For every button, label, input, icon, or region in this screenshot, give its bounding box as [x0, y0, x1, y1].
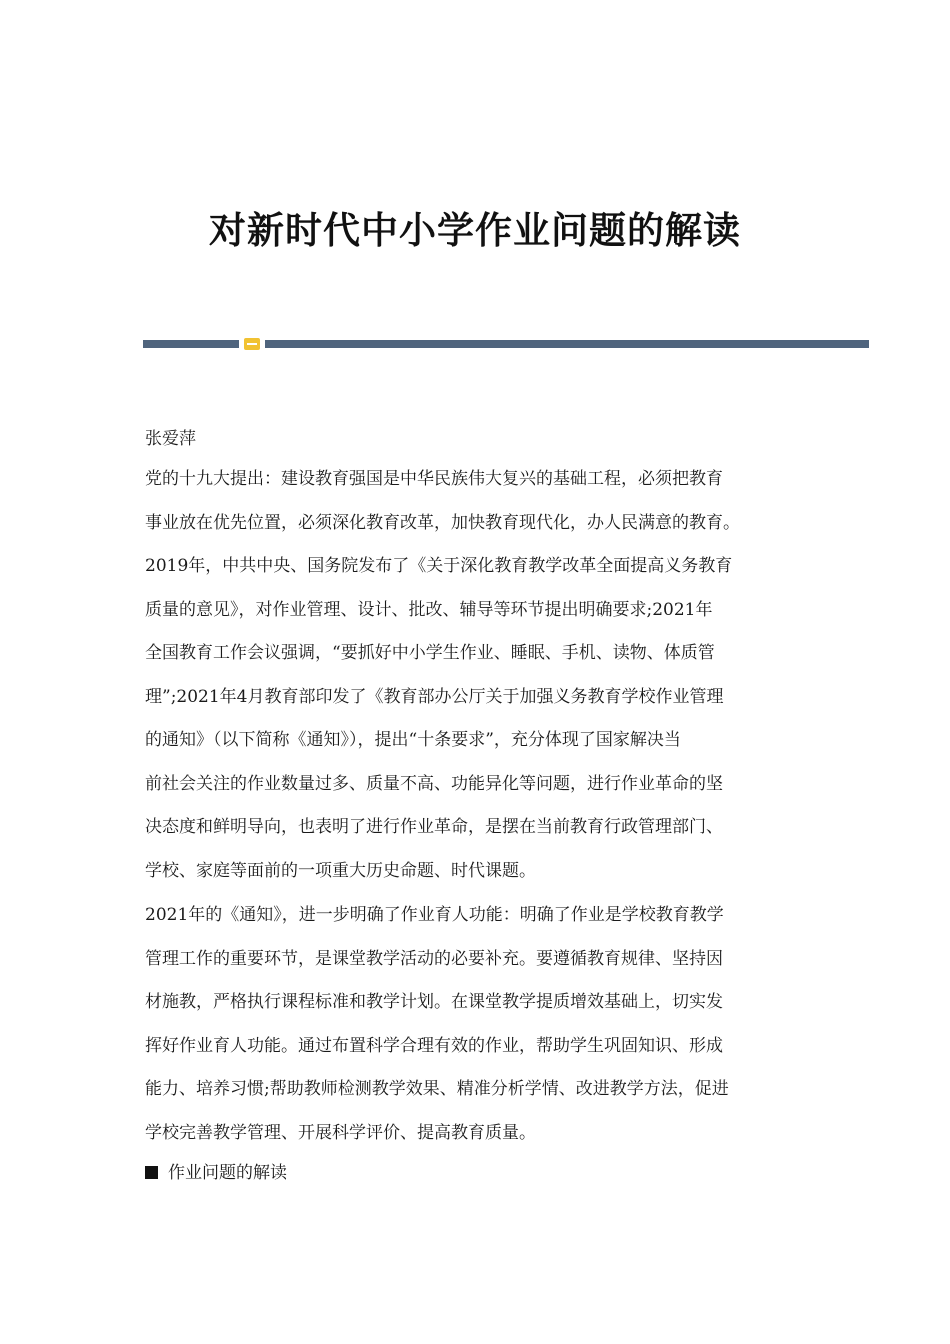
paragraph-line: 前社会关注的作业数量过多、质量不高、功能异化等问题，进行作业革命的坚 [145, 773, 723, 794]
paragraph-line: 管理工作的重要环节，是课堂教学活动的必要补充。要遵循教育规律、坚持因 [145, 948, 723, 969]
divider-bar-left [143, 340, 239, 348]
paragraph-line: 学校、家庭等面前的一项重大历史命题、时代课题。 [145, 860, 536, 881]
paragraph-line: 挥好作业育人功能。通过布置科学合理有效的作业，帮助学生巩固知识、形成 [145, 1035, 723, 1056]
paragraph-line: 全国教育工作会议强调，“要抓好中小学生作业、睡眠、手机、读物、体质管 [145, 643, 715, 663]
paragraph-line: 决态度和鲜明导向，也表明了进行作业革命，是摆在当前教育行政管理部门、 [145, 817, 723, 837]
body-paragraph-1 [145, 458, 740, 893]
divider-bar-right [265, 340, 869, 348]
paragraph-line: 能力、培养习惯;帮助教师检测教学效果、精准分析学情、改进教学方法，促进 [145, 1079, 729, 1099]
paragraph-line: 事业放在优先位置，必须深化教育改革，加快教育现代化，办人民满意的教育。 [145, 512, 740, 533]
square-bullet-icon [145, 1166, 158, 1179]
divider-ornament-icon [244, 338, 260, 350]
author-name: 张爱萍 [145, 429, 196, 449]
paragraph-line: 党的十九大提出：建设教育强国是中华民族伟大复兴的基础工程，必须把教育 [145, 469, 723, 489]
paragraph-line: 2021年的《通知》，进一步明确了作业育人功能：明确了作业是学校教育教学 [145, 905, 724, 925]
paragraph-line: 质量的意见》，对作业管理、设计、批改、辅导等环节提出明确要求;2021年 [145, 599, 713, 620]
paragraph-line: 2019年，中共中央、国务院发布了《关于深化教育教学改革全面提高义务教育 [145, 556, 733, 576]
section-heading-text: 作业问题的解读 [168, 1163, 287, 1183]
paragraph-line: 学校完善教学管理、开展科学评价、提高教育质量。 [145, 1122, 536, 1143]
paragraph-line: 材施教，严格执行课程标准和教学计划。在课堂教学提质增效基础上，切实发 [145, 992, 723, 1012]
paragraph-line: 理”;2021年4月教育部印发了《教育部办公厅关于加强义务教育学校作业管理 [145, 686, 724, 707]
body-paragraph-2 [145, 894, 729, 1155]
title-divider [143, 336, 869, 350]
document-title: 对新时代中小学作业问题的解读 [209, 209, 741, 252]
paragraph-line: 的通知》（以下简称《通知》），提出“十条要求”，充分体现了国家解决当 [145, 730, 681, 750]
section-heading [145, 1158, 287, 1183]
